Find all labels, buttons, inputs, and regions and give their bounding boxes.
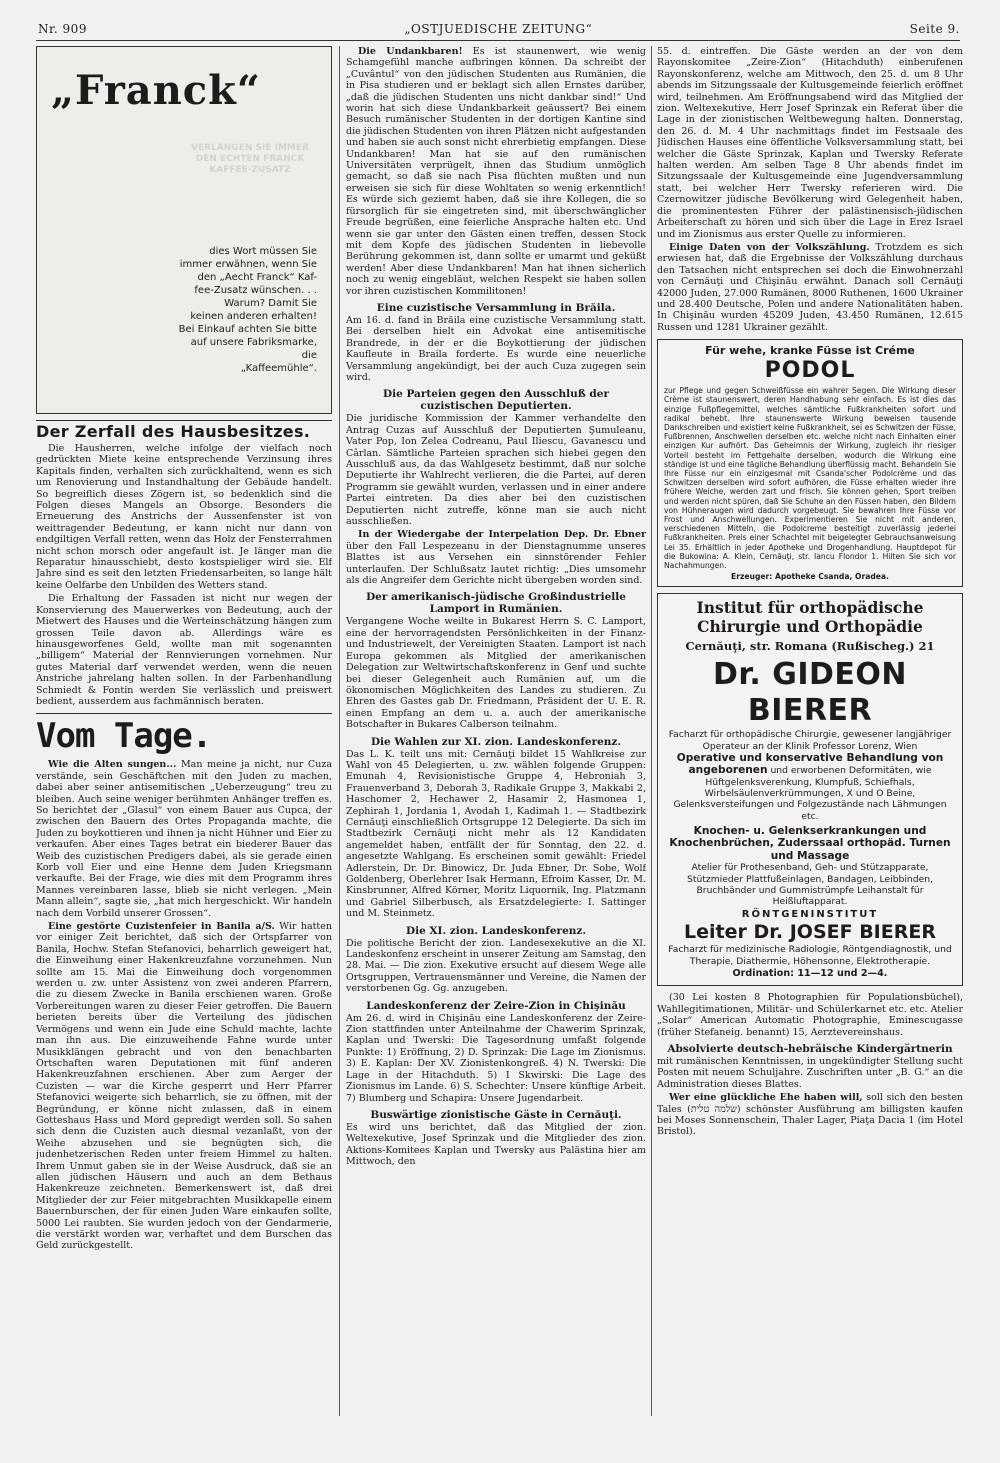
article-paragraph [36,759,332,919]
article-title: Einige Daten von der Volkszählung. [669,241,870,253]
article-title: Der amerikanisch-jüdische Großindustrielle Lamport in Rumänien. [366,591,626,616]
franck-line: fee-Zusatz wünschen. . . [194,285,317,296]
article-paragraph [346,46,646,297]
franck-line: auf unsere Fabriksmarke, die [190,337,317,361]
podol-body: zur Pflege und gegen Schweißfüsse ein wahrer Segen. Die Wirkung dieser Crème ist staunenswert, deren Handhabung sehr einfach. Es ist dies das einzige Fußpflegemittel, welches sämtliche Fußkrankheiten sofort und radikal behebt. Ihre staunenswerte Wirkung beweisen tausende Dankschreiben und existiert keine Fußkrankheit, sei es Schwitzen der Füsse, Fußbrennen, Anschwellen derselben etc. welche nicht nach Einhalten einer einzigen Kur aufhört. Das Geheimnis der Wirkung, zugleich ihr riesiger Vorteil besteht im Fettgehalte derselben, wodurch die Wirkung eine ständige ist und eine tägliche Behandlung überflüssig macht. Behandeln Sie Ihre Füsse nur ein einzigesmal mit Csanda'scher Podolcrème und das Schwitzen derselben wird sofort aufhören, die Füsse erhalten wieder ihre frühere Weiche, werden zart und frisch. Sie können gehen, Sport treiben und werden nicht spüren, daß Sie Schuhe an den Füssen haben, den Bildern von Hühneraugen wird dadurch vorgebeugt. Sie bewahren Ihre Füsse vor Frost und Anschwellungen. Experimentieren Sie nicht mit anderen, verschiedenen Mitteln, die Podolcreme besteitigt zuverlässig jederlei Fußkrankheiten. Preis einer Schachtel mit beigelegter Gebrauchsanweisung Lei 35. Erhältlich in jeder Apotheke und Drogenhandlung. Hauptdepot für die Bukowina: A. Klein, Cernăuţi, str. Iancu Flondor 1. Hilten Sie sich vor Nachahmungen. [664,386,956,571]
franck-line: „Kaffeemühle“. [240,363,317,374]
ordination-hours: Ordination: 11—12 und 2—4. [732,968,888,980]
zerfall-paragraph: Die Hausherren, welche infolge der vielfach noch gedrückten Miete keine entsprechende Verzinsung ihres Kapitals finden, verhalten sich zurückhaltend, wenn es sich um Renovierung und Instandhaltung der Gebäude handelt. So begreiflich dieses Zögern ist, so bedenklich sind die Folgen dieses Mangels an Obsorge. Besonders die Erneuerung des Anstrichs der Aussenfenster ist von weittragender Bedeutung, er kann nicht nur dann von endgiltigen Verfall retten, wenn das Holz der Fensterrahmen nicht schon morsch oder angefault ist. Je länger man die Reparatur hinausschiebt, desto kostspieliger wird sie. Elf Jahre sind es seit den letzten Friedensarbeiten, so lange hält keine Oelfarbe den Unbilden des Wetters stand. [36,443,332,591]
franck-line: Warum? Damit Sie [224,298,317,309]
column-3 [657,46,963,1421]
article-text: Am 26. d. wird in Chişinău eine Landeskonferenz der Zeire-Zion stattfinden unter Anteilnahme der Chawerim Sprinzak, Kaplan und Twerski: Die Tagesordnung umfaßt folgende Punkte: 1) Eröffnung, 2) D. Sprinzak: Die Lage im Zionismus. 3) E. Kaplan: Der XV. Zionistenkongreß. 4) N. Twerski: Die Lage in der Hitachduth. 5) I Skwirski: Die Lage des Zionismus im Lande. 6) S. Schechter: Unsere künftige Arbeit. 7) Blumberg und Schapira: Unsere Jugendarbeit. [346,1012,646,1104]
article-text: über den Fall Lespezeanu in der Dienstagnumme unseres Blattes ist aus Versehen ein sinnstörender Fehler unterlaufen. Der Schlußsatz lautet richtig: „Dies umsomehr als die Angreifer dem Gerichte nicht übergeben worden sind. [346,540,646,587]
ehe-text: soll sich den besten Tales (שלמה טלית) schönster Ausführung am billigsten kaufen bei Moses Sonnenschein, Thaler Lager, Piaţa Dacia 1 (im Hotel Bristol). [657,1092,963,1138]
article-title: Die Undankbaren! [358,46,463,57]
vom-tage-title: Vom Tage. [36,713,332,755]
franck-ad-text [173,245,317,375]
column-rule-1 [339,46,340,1416]
article-title: Eine cuzistische Versammlung in Brăila. [376,301,616,314]
podol-brand: PODOL [764,358,856,384]
franck-line: keinen anderen erhalten! [190,311,317,322]
ehe-title: Wer eine glückliche Ehe haben will, [669,1092,863,1104]
article-paragraph [36,921,332,1252]
article-text: Man meine ja nicht, nur Cuza verstände, sein Geschäftchen mit den Juden zu machen, dabei aber seiner antisemitischen „Ueberzeugung“ treu zu bleiben. Auch seine weniger berühmten Anhänger treffen es. So berichtet der „Glasul“ von einem Bauer aus Cupca, der zwischen den Bauern des Ortes Propaganda machte, die Juden zu boykottieren und ihnen ja nicht Hühner und Eier zu verkaufen. Aber eines Tages betrat ein biederer Bauer das Weib des cuzistischen Predigers dabei, als sie gerade einen Korb voll Eier und eine Henne dem Juden Kriegsmann verkaufte. Bei der Frage, wie dies mit dem Programm ihres Mannes vereinbaren lasse, blieb sie nicht verlegen. „Mein Mann allein“, sagte sie, „hat mich hergeschickt. Wir handeln nach dem Vorbild unserer Grossen“. [36,759,332,919]
article-title: In der Wiedergabe der Interpelation Dep. Dr. Ebner [358,529,646,541]
header-rule [36,40,960,41]
continued-article-text: 55. d. eintreffen. Die Gäste werden an der von dem Rayonskomitee „Zeire-Zion“ (Hitachduth) einberufenen Rayonskonferenz, welche am Mittwoch, den 25. d. um 8 Uhr abends im Sitzungssaale der Kultusgemeinde feierlich eröffnet wird, teilnehmen. Am Eröffnungsabend wird das Mitglied der zion. Weltexekutive, Herr Josef Sprinzak ein Referat über die Lage in der zionistischen Weltbewegung halten. Donnerstag, den 26. d. M. 4 Uhr nachmittags findet im Festsaale des Jüdischen Hauses eine öffentliche Volksversammlung statt, bei welcher die Gäste Sprinzak, Kaplan und Twersky Referate halten werden. Am selben Tage 8 Uhr abends findet im Sitzungssaale der Kultusgemeinde eine Jugendversammlung statt, bei welcher Herr Twersky referieren wird. Die Czernowitzer jüdische Bevölkerung wird Gelegenheit haben, die prominentesten Führer der palästinensisch-jüdischen Arbeiterschaft zu hören und sich über die Lage in Erez Israel und im Zionismus aus erster Quelle zu informieren. [657,46,963,240]
institute-address: Cernăuţi, str. Romana (Rußischeg.) 21 [685,639,935,654]
franck-line: dies Wort müssen Sie [209,246,317,257]
leiter-name: Leiter Dr. JOSEF BIERER [684,921,936,944]
article-title: Die XI. zion. Landeskonferenz. [405,924,587,937]
doctor-name: Dr. GIDEON BIERER [712,657,908,729]
column-rule-2 [651,46,652,1416]
franck-line: immer erwähnen, wenn Sie [179,259,317,270]
article-text: Trotzdem es sich erwiesen hat, daß die Ergebnisse der Volkszählung durchaus den Tatsachen nicht entsprechen sei doch die Einwohnerzahl von Cernăuţi und Chişinău erwähnt. Danach soll Cernăuţi 42000 Juden, 27.000 Rumänen, 8000 Ruthenen, 1600 Ukrainer und 28.400 Deutsche, Polen und andere Nationalitäten haben. In Chişinău wurden 45209 Juden, 43.450 Rumänen, 12.615 Russen und 1281 Ukrainer gezählt. [657,241,963,333]
zerfall-paragraph: Die Erhaltung der Fassaden ist nicht nur wegen der Konservierung des Mauerwerkes von Bedeutung, auch der Mietwert des Hauses und die Werteinschätzung hängen zum grossen Teile davon ab. Allerdings wäre es hinausgeworfenes Geld, wollte man mit sogenannten „billigem“ Material der Rennvierungen vornehmen. Nur gutes Material darf verwendet werden, wenn die neuen Anstriche jahrelang halten sollen. In der Farbenhandlung Schmiedt & Fontin werden Sie verlässlich und preiswert bedient, ausserdem aus fachmännisch beraten. [36,593,332,707]
franck-line: Bei Einkauf achten Sie bitte [178,324,317,335]
franck-advertisement [36,46,332,414]
article-title: Wie die Alten sungen... [48,759,177,771]
photo-notice: (30 Lei kosten 8 Photographien für Populationsbüchel), Wahllegitimationen, Militär- und Schülerkarnet etc. etc. Atelier „Solar“ American Automatic Photographie, Eminescugasse (früher Stefaneig. benannt) 15, Aerztevereinshaus. [657,992,963,1038]
podol-advertisement [657,339,963,587]
article-text: Die politische Bericht der zion. Landesexekutive an die XI. Landeskonfenz erscheint in unserer Zeitung am Samstag, den 28. Mai. — Die zion. Exekutive ersucht auf diesem Wege alle Ortsgruppen, Vertrauensmänner und Vereine, die Namen der verstorbenen Gg. Gg. anzugeben. [346,937,646,995]
treatment-bold: Operative und konservative Behandlung von angeborenen [676,752,944,777]
article-text: Wir hatten vor einiger Zeit berichtet, daß sich der Ortspfarrer von Banila, Hochw. Stefan Stefanovici, beharrlich geweigert hat, die Einweihung einer Hakenkreuzfahne vorzunehmen. Nun sollte am 15. Mai die Einweihung doch vorgenommen werden u. zw. unter Assistenz von zwei anderen Pfarrern, die zu diesem Zwecke in Banila erschienen waren. Große Vorbereitungen waren zu dieser Feier getroffen. Die Bauern berieten bereits über die Verteilung des jüdischen Vermögens und wenn ein Jude eine Schuld machte, lachte man ihn aus. Die einzuweihende Fahne wurde unter Musikklängen gebracht und von den benachbarten Ortschaften waren Deputationen mit fünf anderen Hakenkreuzfahnen erschienen. Aber zum Aerger der Cuzisten — war die Kirche gesperrt und Herr Pfarrer Stefanovici weigerte sich beharrlich, sie zu öffnen, mit der Begründung, er könne nicht zulassen, daß in einem Gotteshaus Hass und Mord gepredigt werden soll. So sahen sich denn die Cuzisten auch diesmal vezanlaßt, von der Weihe abzusehen und sie begnügten sich, die judenhetzerischen Reden unter freiem Himmel zu halten. Ihrem Unmut gaben sie in der Weise Ausdruck, daß sie an allen jüdischen Häusern und auch an dem Bethaus Hakenkreuze zeichneten. Bemerkenswert ist, daß drei Mitglieder der zur Feier mitgebrachten Musikkapelle einem Bauernburschen, der für einen Juden Ware einkaufen sollte, 5000 Lei raubten. Sie wurden jedoch von der Gendarmerie, die verstärkt worden war, verhaftet und dem Burschen das Geld zurückgestellt. [36,921,332,1252]
roentgen-institute: RÖNTGENINSTITUT [741,909,879,921]
podol-producer: Erzeuger: Apotheke Csanda, Oradea. [731,572,889,582]
franck-line: den „Aecht Franck“ Kaf- [197,272,317,283]
page-header [38,22,960,40]
institute-title: Institut für orthopädische [696,598,924,618]
article-title: Buswärtige zionistische Gäste in Cernăuţi. [370,1108,622,1121]
page-number: Seite 9. [909,22,960,36]
article-paragraph [657,1092,963,1138]
article-text: Es ist staunenwert, wie wenig Schamgefühl manche aufbringen können. Da schreibt der „Cuvântul“ von den jüdischen Studenten aus Rumänien, die in Pisa studieren und er beklagt sich allen Ernstes darüber, „daß die jüdischen Studenten uns nicht dankbar sind!“ Und worin hat sich diese Undankbarkeit geäussert? Bei einem Besuch rumänischer Studenten in der dortigen Kantine sind die jüdischen Studenten von ihren Plätzen nicht aufgestanden und haben sie auch sonst nicht ehrerbietig empfangen. Diese Undankbaren! Man hat sie auf den rumänischen Universitäten verprügelt, ihnen das Studium unmöglich gemacht, so daß sie nach Pisa flüchten mußten und nun erweisen sie sich für diese Wohltaten so wenig erkenntlich! Es würde sich geziemt haben, daß sie ihre Kollegen, die so fürsorglich für sie eingetreten sind, mit überschwänglicher Freude begrüßen, eine feierliche Ansprache halten etc. Und wenn sie gar unter den Gästen einen treffen, dessen Stock mit dem Kopfe des jüdischen Studenten in liebevolle Berührung gekommen ist, dann sollte er umarmt und geküßt werden! Aber diese Undankbaren! Man hat ihnen sicherlich noch zu wenig eingebläut, welchen Respekt sie haben sollen vor ihren cuzistischen Kommilitonen! [346,46,646,297]
column-1 [36,46,332,1418]
issue-number: Nr. 909 [38,22,87,36]
orthopedic-services: Knochen- u. Gelenkserkrankungen und Knochenbrüchen, Zuderssaal orthopäd. Turnen und Massage [669,825,951,862]
article-title: Die Parteien gegen den Ausschluß der cuzistischen Deputierten. [383,388,609,413]
article-paragraph [346,529,646,586]
newspaper-title: „OSTJUEDISCHE ZEITUNG“ [404,22,593,36]
zerfall-title: Der Zerfall des Hausbesitzes. [36,420,332,441]
treatment-rest: und erworbenen Deformitäten, wie Hüftgelenksverenkung, Klumpfuß, Schiefhals, Wirbelsäulenverkrümmungen, X und O Beine, Gelenksversteifungen und Folgezustände nach Lähmungen etc. [673,765,947,822]
bierer-advertisement [657,593,963,986]
franck-logo: „Franck“ [51,67,261,114]
institute-subtitle: Chirurgie und Orthopädie [697,616,923,636]
article-text: Es wird uns berichtet, daß das Mitglied der zion. Weltexekutive, Josef Sprinzak und die Mitglieder des zion. Aktions-Komitees Kaplan und Twersky aus Palästina hier am Mittwoch, den [346,1121,646,1168]
kindergarten-title: Absolvierte deutsch-hebräische Kindergärtnerin [667,1043,953,1056]
article-text: Am 16. d. fand in Brăila eine cuzistische Versammlung statt. Bei derselben hielt ein Advokat eine antisemitische Brandrede, in der er die Boykottierung der jüdischen Kaufleute in Braila forderte. Es wurde eine neuerliche Versammlung angekündigt, bei der auch Cuza zugegen sein wird. [346,314,646,383]
leiter-description: Facharzt für medizinische Radiologie, Röntgendiagnostik, und Therapie, Diathermie, Höhensonne, Elektrotherapie. [668,944,952,967]
treatment-text [666,752,954,822]
article-text: Die juridische Kommission der Kammer verhandelte den Antrag Cuzas auf Ausschluß der Deputierten Şumuleanu, Vater Pop, Ion Zelea Codreanu, Paul Iliescu, Gavanescu und Cârlan. Sämtliche Parteien sprachen sich hiebei gegen den Ausschluß aus, da das Wahlgesetz bestimmt, daß nur solche Deputierte ihr Wahlrecht verlieren, die die Partei, auf deren Programm sie gewählt wurden, verlassen und in einer andere Partei eintreten. Da dies aber bei den cuzistischen Deputierten nicht zutreffe, könne man sie auch nicht ausschließen. [346,413,646,528]
article-title: Landeskonferenz der Zeire-Zion in Chişinău [366,999,626,1012]
article-text: Das L. K. teilt uns mit: Cernăuţi bildet 15 Wahlkreise zur Wahl von 45 Delegierten, u. zw. wählen folgende Gruppen: Emunah 4, Revisionistische Gruppe 4, Hebroniah 3, Frauenverband 3, Deborah 3, Radikale Gruppe 3, Makkabi 2, Haschomer 2, Hechawer 2, Hasamir 2, Hasmonea 1, Zephirah 1, Jordania 1, Avodah 1, Kadimah 1. — Stadtbezirk Cernăuţi einschließlich Ortsgruppe 12 Delegierte. Da sich im Stadtbezirk Cernăuţi nicht mehr als 12 Kandidaten angemeldet haben, entfällt der für Sonntag, den 22. d. angesetzte Wahlgang. Es erscheinen somit gewählt: Friedel Adlerstein, Dr. Dr. Binowicz, Dr. Juda Ebner, Dr. Sobe, Wolf Goldenberg, Oberlehrer Isak Hermann, Efroim Kasser, Dr. M. Kinsbrunner, Alfred Körner, Moritz Liquornik, Ing. Platzmann und Gabriel Silberbusch, als Ersatzdelegierte: I. Sattinger und M. Steinmetz. [346,748,646,920]
article-title: Eine gestörte Cuzistenfeier in Banila a/S. [48,921,275,933]
column-2 [346,46,646,1421]
article-text: Vergangene Woche weilte in Bukarest Herrn S. C. Lamport, eine der hervorragendsten Persönlichkeiten in der Finanz- und Industriewelt, der Vereinigten Staaten. Lamport ist nach Europa gekommen als Mitglied der amerikanischen Delegation zur Weltwirtschaftskonferenz in Genf und suchte bei dieser Gelegenheit auch Rumänien auf, um die ökonomischen Möglichkeiten des Landes zu studieren. Zu Ehren des Gastes gab Dr. Friedmann, Präsident der U. E. R. einen Empfang an dem u. a. auch der amerikanische Botschafter in Bukares Calberson teilnahm. [346,616,646,731]
atelier-text: Atelier für Prothesenband, Geh- und Stützapparate, Stützmieder Plattfußeinlagen, Bandagen, Leibbinden, Bruchbänder und Gummistrümpfe Leihanstalt für Heißluftapparat. [687,862,933,908]
kindergarten-text: mit rumänischen Kenntnissen, in ungekündigter Stellung sucht Posten mit neuem Schuljahre. Zuschriften unter „B. G.“ an die Administration dieses Blattes. [657,1056,963,1090]
doctor-description: Facharzt für orthopädische Chirurgie, gewesener langjähriger Operateur an der Klinik Professor Lorenz, Wien [668,729,952,752]
franck-ghost-text: VERLANGEN SIE IMMER DEN ECHTEN FRANCK KAFFEE-ZUSATZ [191,143,309,175]
article-paragraph [657,242,963,333]
article-title: Die Wahlen zur XI. zion. Landeskonferenz. [370,735,622,748]
podol-headline: Für wehe, kranke Füsse ist Créme [705,344,915,358]
